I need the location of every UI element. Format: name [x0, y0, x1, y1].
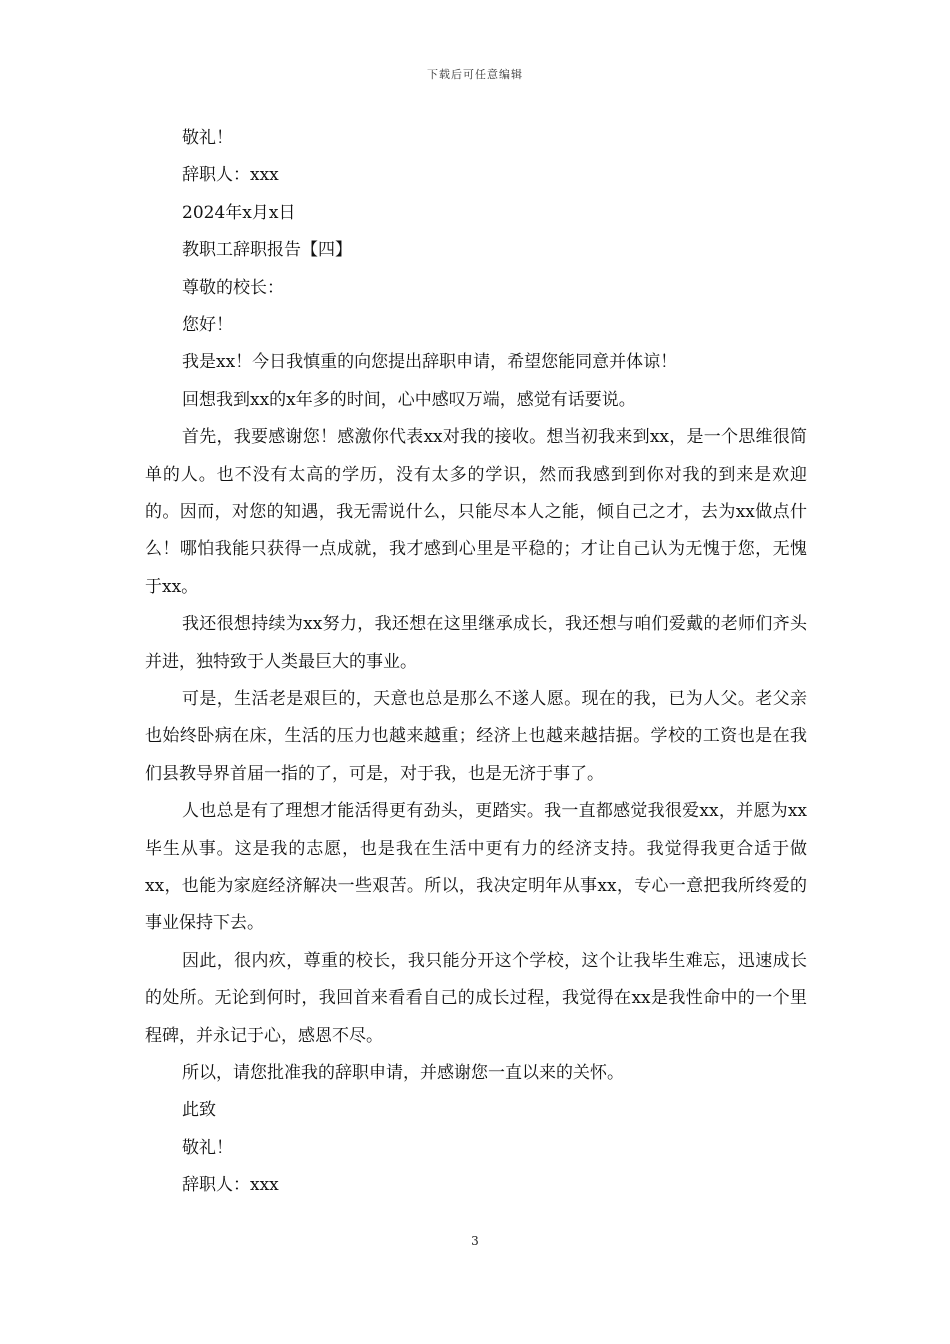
paragraph-farewell: 因此，很内疚，尊重的校长，我只能分开这个学校，这个让我毕生难忘，迅速成长的处所。无论到何时，我回首来看看自己的成长过程，我觉得在xx是我性命中的一个里程碑，并永记于心，感恩不尽。 [145, 950, 807, 1046]
greeting-line: 您好！ [182, 314, 233, 335]
intro-line: 我是xx！今日我慎重的向您提出辞职申请，希望您能同意并体谅！ [182, 352, 678, 373]
page-number: 3 [471, 1234, 479, 1248]
cizhi-line: 此致 [182, 1100, 216, 1121]
paragraph-hardship: 可是，生活老是艰巨的，天意也总是那么不遂人愿。现在的我，已为人父。老父亲也始终卧病在床，生活的压力也越来越重；经济上也越来越拮据。学校的工资也是在我们县教导界首届一指的了，可是，对于我，也是无济于事了。 [145, 688, 807, 784]
salute-line: 敬礼！ [182, 128, 233, 148]
signer-line: 辞职人：xxx [182, 1175, 279, 1196]
paragraph-wish: 我还很想持续为xx努力，我还想在这里继承成长，我还想与咱们爱戴的老师们齐头并进，独特致于人类最巨大的事业。 [145, 614, 807, 672]
paragraph-gratitude: 首先，我要感谢您！感激你代表xx对我的接收。想当初我来到xx，是一个思维很简单的人。也不没有太高的学历，没有太多的学识，然而我感到到你对我的到来是欢迎的。因而，对您的知遇，我无需说什么，只能尽本人之能，倾自己之才，去为xx做点什么！哪怕我能只获得一点成就，我才感到心里是平稳的；才让自己认为无愧于您，无愧于xx。 [145, 427, 807, 597]
salute-line: 敬礼！ [182, 1137, 233, 1158]
addressee-line: 尊敬的校长： [182, 277, 284, 298]
document-body [145, 120, 807, 1205]
signer-line: 辞职人：xxx [182, 165, 279, 186]
page-header: 下载后可任意编辑 [427, 68, 523, 81]
request-line: 所以，请您批准我的辞职申请，并感谢您一直以来的关怀。 [182, 1063, 624, 1084]
paragraph-ideal: 人也总是有了理想才能活得更有劲头，更踏实。我一直都感觉我很爱xx，并愿为xx毕生从事。这是我的志愿，也是我在生活中更有力的经济支持。我觉得我更合适于做xx，也能为家庭经济解决一些艰苦。所以，我决定明年从事xx，专心一意把我所终爱的事业保持下去。 [145, 801, 807, 934]
section-title: 教职工辞职报告【四】 [182, 240, 352, 261]
date-line: 2024年x月x日 [182, 202, 296, 223]
recall-line: 回想我到xx的x年多的时间，心中感叹万端，感觉有话要说。 [182, 389, 636, 410]
